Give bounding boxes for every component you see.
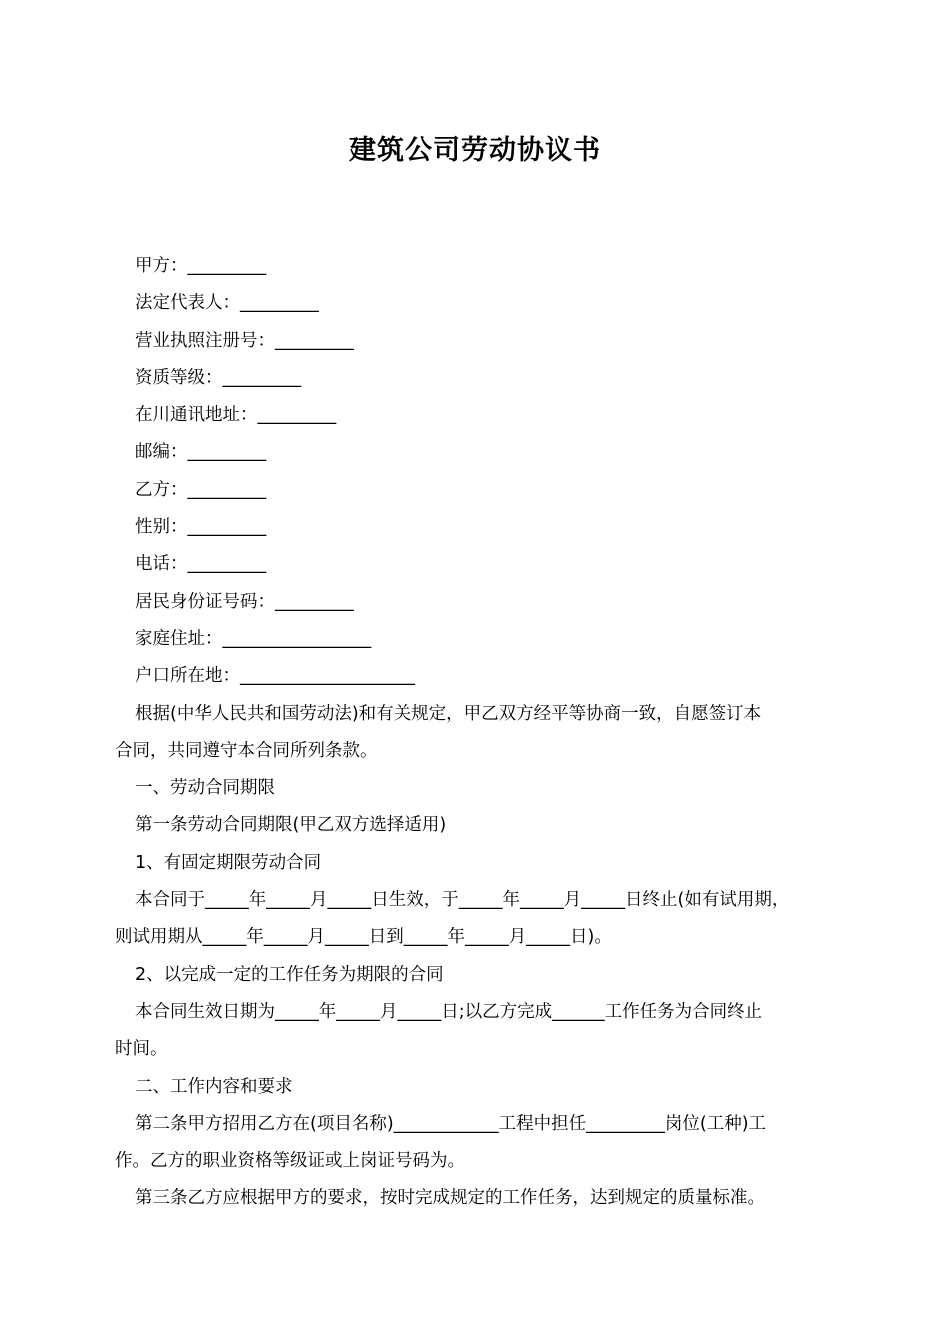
preamble-paragraph-line-1: 根据(中华人民共和国劳动法)和有关规定，甲乙双方经平等协商一致，自愿签订本 — [135, 703, 762, 724]
document-title: 建筑公司劳动协议书 — [349, 135, 601, 166]
household-registration-field: 户口所在地：____________________ — [135, 666, 415, 687]
phone-field: 电话：_________ — [135, 554, 267, 575]
legal-representative-field: 法定代表人：_________ — [135, 293, 319, 314]
document-body — [115, 248, 845, 1218]
preamble-paragraph-line-2: 合同，共同遵守本合同所列条款。 — [115, 740, 378, 761]
task-term-paragraph-line-1: 本合同生效日期为_____年_____月_____日;以乙方完成______工作任务为合同终止 — [135, 1001, 763, 1022]
article-1-heading: 第一条劳动合同期限(甲乙双方选择适用) — [135, 815, 447, 836]
fixed-term-paragraph-line-2: 则试用期从_____年_____月_____日到_____年_____月_____日)。 — [115, 927, 612, 948]
fixed-term-heading: 1、有固定期限劳动合同 — [135, 852, 322, 873]
article-2-paragraph-line-1: 第二条甲方招用乙方在(项目名称)____________工程中担任_________岗位(工种)工 — [135, 1113, 767, 1134]
home-address-field: 家庭住址：_________________ — [135, 628, 372, 649]
gender-field: 性别：_________ — [135, 517, 267, 538]
task-term-heading: 2、以完成一定的工作任务为期限的合同 — [135, 964, 444, 985]
business-license-field: 营业执照注册号：_________ — [135, 330, 354, 351]
id-number-field: 居民身份证号码：_________ — [135, 591, 354, 612]
fixed-term-paragraph-line-1: 本合同于_____年_____月_____日生效，于_____年_____月_____日终止(如有试用期， — [135, 890, 790, 911]
qualification-grade-field: 资质等级：_________ — [135, 367, 302, 388]
postal-code-field: 邮编：_________ — [135, 442, 267, 463]
section-heading-contract-term: 一、劳动合同期限 — [135, 778, 275, 799]
party-b-field: 乙方：_________ — [135, 479, 267, 500]
section-heading-work-content: 二、工作内容和要求 — [135, 1076, 293, 1097]
task-term-paragraph-line-2: 时间。 — [115, 1039, 168, 1060]
sichuan-address-field: 在川通讯地址：_________ — [135, 405, 337, 426]
article-3-paragraph: 第三条乙方应根据甲方的要求，按时完成规定的工作任务，达到规定的质量标准。 — [135, 1188, 765, 1209]
article-2-paragraph-line-2: 作。乙方的职业资格等级证或上岗证号码为。 — [115, 1151, 465, 1172]
party-a-field: 甲方：_________ — [135, 256, 267, 276]
